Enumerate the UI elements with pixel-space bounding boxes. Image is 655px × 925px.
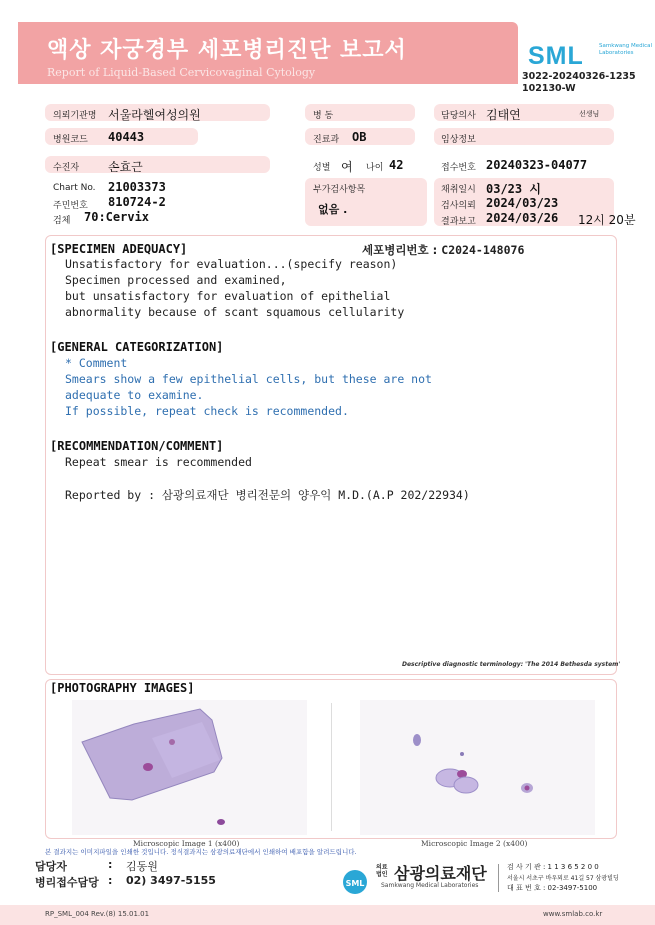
result-time: 12시 20분 xyxy=(578,213,636,227)
foundation-logo-text: SML xyxy=(345,879,365,888)
recommend-line: Repeat smear is recommended xyxy=(65,455,252,469)
report-title: 액상 자궁경부 세포병리진단 보고서 xyxy=(47,38,407,63)
contact-name: 김동원 xyxy=(126,860,158,873)
lab-code: 검 사 기 관 : 1 1 3 6 5 2 0 0 xyxy=(507,863,599,871)
chart-number: 21003373 xyxy=(108,180,166,194)
hospital-code: 40443 xyxy=(108,130,145,144)
adequacy-header: [SPECIMEN ADEQUACY] xyxy=(50,242,188,256)
rrn-label: 주민번호 xyxy=(53,201,88,211)
foundation-logo-icon xyxy=(342,869,368,895)
request-date: 2024/03/23 xyxy=(486,196,559,210)
clinical-label: 임상정보 xyxy=(441,135,476,145)
small-cell-3-nucleus xyxy=(525,786,530,791)
terminology-note: Descriptive diagnostic terminology: 'The 2014 Bethesda system' xyxy=(402,661,621,668)
foundation-name: 삼광의료재단 xyxy=(394,864,487,883)
category-line-2: Smears show a few epithelial cells, but these are not xyxy=(65,372,432,386)
rep-phone: 대 표 번 호 : 02-3497-5100 xyxy=(507,884,598,892)
foundation-prefix: 의료 법인 xyxy=(376,864,388,878)
adequacy-line-3: but unsatisfactory for evaluation of epithelial xyxy=(65,289,391,303)
receipt-label: 접수번호 xyxy=(441,163,476,173)
report-code xyxy=(522,71,636,95)
cyto-number xyxy=(362,242,524,258)
foundation-sub: Samkwang Medical Laboratories xyxy=(381,882,479,889)
age: 42 xyxy=(389,158,404,172)
cell-nucleus-3 xyxy=(217,819,225,825)
result-date: 2024/03/26 xyxy=(486,211,559,225)
sml-logo: SML xyxy=(528,42,584,70)
result-label: 결과보고 xyxy=(441,217,476,227)
extra-label: 부가검사항목 xyxy=(313,185,366,195)
adequacy-line-2: Specimen processed and examined, xyxy=(65,273,287,287)
doctor-suffix: 선생님 xyxy=(579,110,600,118)
phone-sep: : xyxy=(108,874,113,887)
specimen: 70:Cervix xyxy=(84,210,150,224)
hospital-code-label: 병원코드 xyxy=(53,135,88,145)
collect-date: 03/23 시 xyxy=(486,182,541,196)
photo-header: [PHOTOGRAPHY IMAGES] xyxy=(50,681,195,695)
chart-label: Chart No. xyxy=(53,183,96,193)
specimen-label: 검체 xyxy=(53,216,71,226)
sex-label: 성별 xyxy=(313,163,331,173)
phone-number: 02) 3497-5155 xyxy=(126,874,216,887)
dept-label: 진료과 xyxy=(313,135,340,145)
adequacy-line-1: Unsatisfactory for evaluation...(specify reason) xyxy=(65,257,398,271)
patient-name: 손효근 xyxy=(108,160,143,174)
collect-label: 채취일시 xyxy=(441,185,476,195)
sex: 여 xyxy=(341,160,353,174)
form-code: RP_SML_004 Rev.(8) 15.01.01 xyxy=(45,910,150,918)
category-line-1: * Comment xyxy=(65,356,128,370)
doctor-label: 담당의사 xyxy=(441,111,476,121)
microscopic-image-1 xyxy=(72,700,307,835)
small-cell-1 xyxy=(413,734,421,746)
photo-caption-2: Microscopic Image 2 (x400) xyxy=(421,839,528,848)
contact-label: 담당자 xyxy=(35,860,67,873)
ward-label: 병 동 xyxy=(313,111,334,121)
recommend-header: [RECOMMENDATION/COMMENT] xyxy=(50,439,224,453)
category-line-4: If possible, repeat check is recommended. xyxy=(65,404,349,418)
adequacy-line-4: abnormality because of scant squamous cellularity xyxy=(65,305,405,319)
cell-nucleus-1 xyxy=(143,763,153,771)
footer-notice: 본 결과지는 이미지파일을 인쇄한 것입니다. 정식결과지는 삼광의료재단에서 인쇄하여 배포함을 알려드립니다. xyxy=(45,848,357,856)
dept: OB xyxy=(352,130,367,144)
extra-value: 없음 . xyxy=(318,203,348,216)
footer-divider xyxy=(498,864,499,892)
report-code-1: 3022-20240326-1235 xyxy=(522,71,636,82)
image-2-background xyxy=(360,700,595,835)
patient-label: 수진자 xyxy=(53,163,80,173)
microscopic-image-2 xyxy=(360,700,595,835)
rrn: 810724-2 xyxy=(108,195,166,209)
hospital-label: 의뢰기관명 xyxy=(53,111,97,121)
category-header: [GENERAL CATEGORIZATION] xyxy=(50,340,224,354)
category-line-3: adequate to examine. xyxy=(65,388,204,402)
sml-logo-sub: Samkwang Medical Laboratories xyxy=(599,43,653,56)
photo-caption-1: Microscopic Image 1 (x400) xyxy=(133,839,240,848)
doctor-name: 김태연 xyxy=(486,108,521,122)
phone-label: 병리접수담당 xyxy=(35,876,99,889)
contact-sep: : xyxy=(108,858,113,871)
age-label: 나이 xyxy=(366,163,384,173)
report-subtitle: Report of Liquid-Based Cervicovaginal Cytology xyxy=(47,66,316,79)
cell-nucleus-2 xyxy=(169,739,175,745)
website-link[interactable]: www.smlab.co.kr xyxy=(543,910,603,918)
cell-cluster-2 xyxy=(454,777,478,793)
photo-divider xyxy=(331,703,332,831)
hospital-name: 서울라헬여성의원 xyxy=(108,108,201,122)
request-label: 검사의뢰 xyxy=(441,201,476,211)
cyto-number-label: 세포병리번호 : xyxy=(362,243,438,257)
receipt-number: 20240323-04077 xyxy=(486,158,588,172)
report-code-2: 102130-W xyxy=(522,83,576,94)
small-cell-2 xyxy=(460,752,464,756)
reported-by: Reported by : 삼광의료재단 병리전문의 양우익 M.D.(A.P 202/22934) xyxy=(65,488,470,502)
cyto-number-value: C2024-148076 xyxy=(441,243,525,257)
lab-address: 서울시 서초구 바우뫼로 41길 57 삼광빌딩 xyxy=(507,875,619,882)
